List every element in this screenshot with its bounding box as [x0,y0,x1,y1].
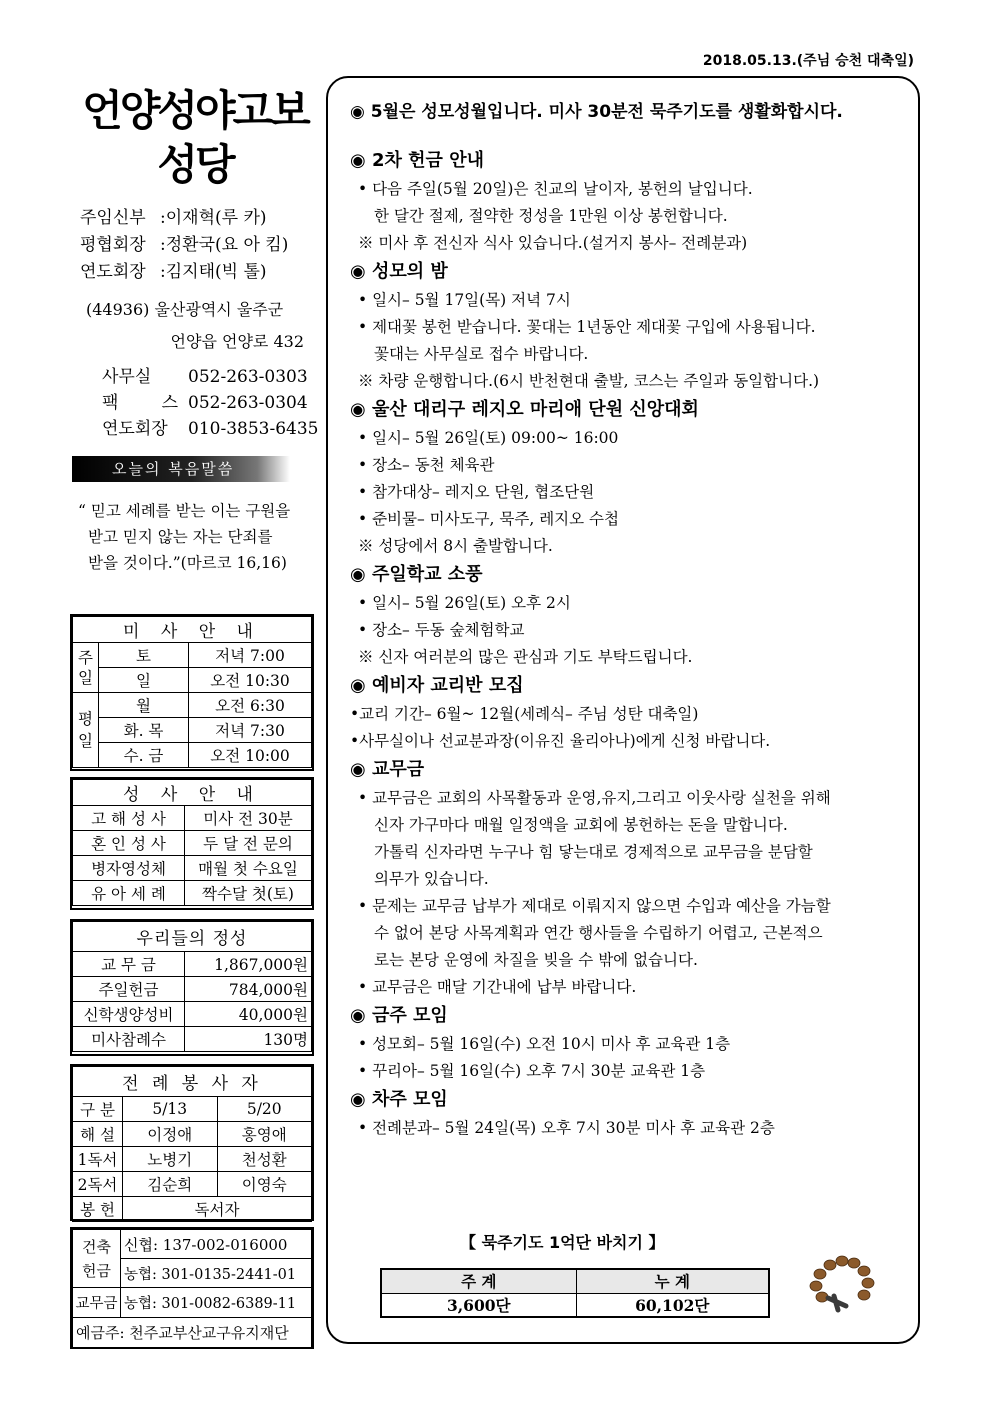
headline-notice: ◉ 5월은 성모성월입니다. 미사 30분전 묵주기도를 생활화합시다. [350,102,843,122]
mass-day: 일 [99,668,189,693]
rosary-icon [806,1252,876,1318]
section-line: •교리 기간– 6월~ 12월(세례식– 주님 성탄 대축일) [350,705,699,723]
notice-section [350,1085,910,1142]
liturgy-header: 구 분 [73,1097,123,1122]
section-line: ※ 신자 여러분의 많은 관심과 기도 부탁드립니다. [358,648,693,666]
address-line1: (44936) 울산광역시 울주군 [86,300,284,319]
sacrament-value: 매월 첫 수요일 [185,856,312,881]
liturgy-person: 김순희 [123,1172,218,1197]
section-title: ◉ 주일학교 소풍 [350,564,483,585]
section-line: 가톨릭 신자라면 누구나 힘 닿는대로 경제적으로 교무금을 분담할 [374,843,813,861]
tithe-label: 교무금 [73,1288,121,1318]
phone-value: 052-263-0304 [188,393,308,413]
liturgy-person: 천성환 [217,1147,312,1172]
parish-address [86,294,316,358]
staff-role: 주임신부 [80,208,146,228]
bank-account: 신협: 137-002-016000 [121,1230,312,1259]
mass-schedule-box [70,614,314,771]
staff-role: 평협회장 [80,235,146,255]
section-line: • 성모회– 5월 16일(수) 오전 10시 미사 후 교육관 1층 [358,1035,731,1053]
mass-day: 수. 금 [99,743,189,768]
mass-day: 화. 목 [99,718,189,743]
section-line: • 꾸리아– 5월 16일(수) 오후 7시 30분 교육관 1층 [358,1062,706,1080]
liturgy-person: 독서자 [123,1197,312,1222]
logo-line2: 성당 [157,140,233,189]
liturgy-role: 1독서 [73,1147,123,1172]
gospel-title-bar: 오늘의 복음말씀 [72,456,290,482]
notice-section [350,560,910,671]
mass-title: 미 사 안 내 [73,617,312,643]
phone-value: 010-3853-6435 [188,419,319,439]
offerings-title: 우리들의 정성 [73,922,312,952]
section-line: 한 달간 절제, 절약한 정성을 1만원 이상 봉헌합니다. [374,207,728,225]
building-fund-label: 건축헌금 [73,1230,121,1288]
section-line: ※ 성당에서 8시 출발합니다. [358,537,553,555]
gospel-line: “ 믿고 세례를 받는 이는 구원을 [78,502,291,520]
section-line: • 문제는 교무금 납부가 제대로 이뤄지지 않으면 수입과 예산을 가늠할 [358,897,831,915]
notice-section [350,671,910,755]
offering-name: 교 무 금 [73,952,185,977]
mass-time: 오전 10:00 [189,743,312,768]
liturgy-role: 해 설 [73,1122,123,1147]
sacrament-value: 두 달 전 문의 [185,831,312,856]
notice-section [350,755,910,1001]
mass-time: 저녁 7:00 [189,643,312,668]
staff-row [80,259,320,286]
section-line: • 참가대상– 레지오 단원, 협조단원 [358,483,595,501]
offering-name: 신학생양성비 [73,1002,185,1027]
staff-name: :이재혁(루 카) [160,208,267,228]
sacraments-table [72,779,312,906]
section-line: ※ 미사 후 전신자 식사 있습니다.(설거지 봉사– 전례분과) [358,234,748,252]
mass-schedule-table [72,616,312,768]
gospel-line: 받고 믿지 않는 자는 단죄를 [88,528,273,546]
section-line: • 교무금은 매달 기간내에 납부 바랍니다. [358,978,637,996]
notice-section [350,1001,910,1085]
rosary-total: 60,102단 [576,1293,769,1317]
section-line: • 장소– 두동 숲체험학교 [358,621,525,639]
rosary-header: 주 계 [381,1269,576,1293]
notice-section [350,257,910,395]
staff-row [80,232,320,259]
offering-value: 130명 [185,1027,312,1052]
section-title: ◉ 울산 대리구 레지오 마리애 단원 신앙대회 [350,399,699,420]
liturgy-person: 이영숙 [217,1172,312,1197]
liturgy-role: 봉 헌 [73,1197,123,1222]
sacraments-box [70,777,314,910]
liturgy-role: 2독서 [73,1172,123,1197]
rosary-header: 누 계 [576,1269,769,1293]
bank-account: 농협: 301-0135-2441-01 [121,1259,312,1288]
phone-value: 052-263-0303 [188,367,308,387]
liturgy-person: 홍영애 [217,1122,312,1147]
staff-row [80,205,320,232]
liturgy-person: 이정애 [123,1122,218,1147]
sacrament-name: 혼 인 성 사 [73,831,185,856]
notices-content [350,92,910,1142]
staff-role: 연도회장 [80,262,146,282]
gospel-quote [78,498,310,576]
section-line: • 일시– 5월 17일(목) 저녁 7시 [358,291,571,309]
section-line: 꽃대는 사무실로 접수 바랍니다. [374,345,589,363]
offering-name: 미사참례수 [73,1027,185,1052]
sacrament-name: 병자영성체 [73,856,185,881]
bank-accounts-box [70,1227,314,1349]
parish-logo [70,84,320,192]
mass-day: 토 [99,643,189,668]
phone-row [102,416,322,442]
offering-value: 784,000원 [185,977,312,1002]
gospel-line: 받을 것이다.”(마르코 16,16) [88,554,287,572]
sacrament-value: 짝수달 첫(토) [185,881,312,906]
rosary-weekly: 3,600단 [381,1293,576,1317]
phone-label: 연도회장 [102,419,168,439]
section-line: • 장소– 동천 체육관 [358,456,495,474]
mass-time: 오전 10:30 [189,668,312,693]
account-holder: 예금주: 천주교부산교구유지재단 [73,1318,312,1348]
liturgy-box [70,1064,314,1221]
sacrament-name: 유 아 세 례 [73,881,185,906]
mass-time: 오전 6:30 [189,693,312,718]
notice-sections [350,146,910,1142]
notice-section [350,146,910,257]
sacrament-name: 고 해 성 사 [73,806,185,831]
staff-name: :김지태(빅 톨) [160,262,267,282]
liturgy-person: 노병기 [123,1147,218,1172]
liturgy-table [72,1066,312,1222]
section-title: ◉ 차주 모임 [350,1089,448,1110]
sacraments-title: 성 사 안 내 [73,780,312,806]
offerings-box [70,919,314,1056]
section-line: • 일시– 5월 26일(토) 09:00~ 16:00 [358,429,619,447]
section-line: • 다음 주일(5월 20일)은 친교의 날이자, 봉헌의 날입니다. [358,180,753,198]
offering-value: 40,000원 [185,1002,312,1027]
mass-sunday-label: 주일 [73,643,99,693]
bank-accounts-table [72,1229,312,1348]
section-line: • 일시– 5월 26일(토) 오후 2시 [358,594,571,612]
section-title: ◉ 예비자 교리반 모집 [350,675,524,696]
section-title: ◉ 성모의 밤 [350,261,448,282]
bulletin-date: 2018.05.13.(주님 승천 대축일) [702,53,914,69]
section-line: • 교무금은 교회의 사목활동과 운영,유지,그리고 이웃사랑 실천을 위해 [358,789,831,807]
staff-list [80,205,320,286]
staff-name: :정환국(요 아 킴) [160,235,289,255]
offering-value: 1,867,000원 [185,952,312,977]
notice-section [350,395,910,560]
mass-time: 저녁 7:30 [189,718,312,743]
section-line: 수 없어 본당 사목계획과 연간 행사들을 수립하기 어렵고, 근본적으 [374,924,823,942]
section-line: • 전례분과– 5월 24일(목) 오후 7시 30분 미사 후 교육관 2층 [358,1119,775,1137]
address-line2: 언양읍 언양로 432 [170,332,304,351]
liturgy-title: 전 례 봉 사 자 [73,1067,312,1097]
phone-label: 사무실 [102,367,152,387]
section-line: 의무가 있습니다. [374,870,489,888]
sacrament-value: 미사 전 30분 [185,806,312,831]
section-title: ◉ 2차 헌금 안내 [350,150,484,171]
mass-day: 월 [99,693,189,718]
section-title: ◉ 교무금 [350,759,425,780]
liturgy-header: 5/13 [123,1097,218,1122]
rosary-title: 【 묵주기도 1억단 바치기 】 [460,1233,665,1252]
section-line: 로는 본당 운영에 차질을 빚을 수 밖에 없습니다. [374,951,698,969]
section-line: • 제대꽃 봉헌 받습니다. 꽃대는 1년동안 제대꽃 구입에 사용됩니다. [358,318,816,336]
contact-phones [102,364,322,442]
section-line: •사무실이나 선교분과장(이유진 율리아나)에게 신청 바랍니다. [350,732,771,750]
section-line: • 준비물– 미사도구, 묵주, 레지오 수첩 [358,510,620,528]
section-line: 신자 가구마다 매월 일정액을 교회에 봉헌하는 돈을 말합니다. [374,816,788,834]
phone-label: 팩 스 [102,393,178,413]
rosary-table [380,1268,770,1318]
offering-name: 주일헌금 [73,977,185,1002]
offerings-table [72,921,312,1052]
mass-weekday-label: 평일 [73,693,99,768]
phone-row [102,390,322,416]
liturgy-header: 5/20 [217,1097,312,1122]
logo-line1: 언양성야고보 [82,86,308,135]
phone-row [102,364,322,390]
bank-account: 농협: 301-0082-6389-11 [121,1288,312,1318]
section-line: ※ 차량 운행합니다.(6시 반천현대 출발, 코스는 주일과 동일합니다.) [358,372,820,390]
section-title: ◉ 금주 모임 [350,1005,448,1026]
